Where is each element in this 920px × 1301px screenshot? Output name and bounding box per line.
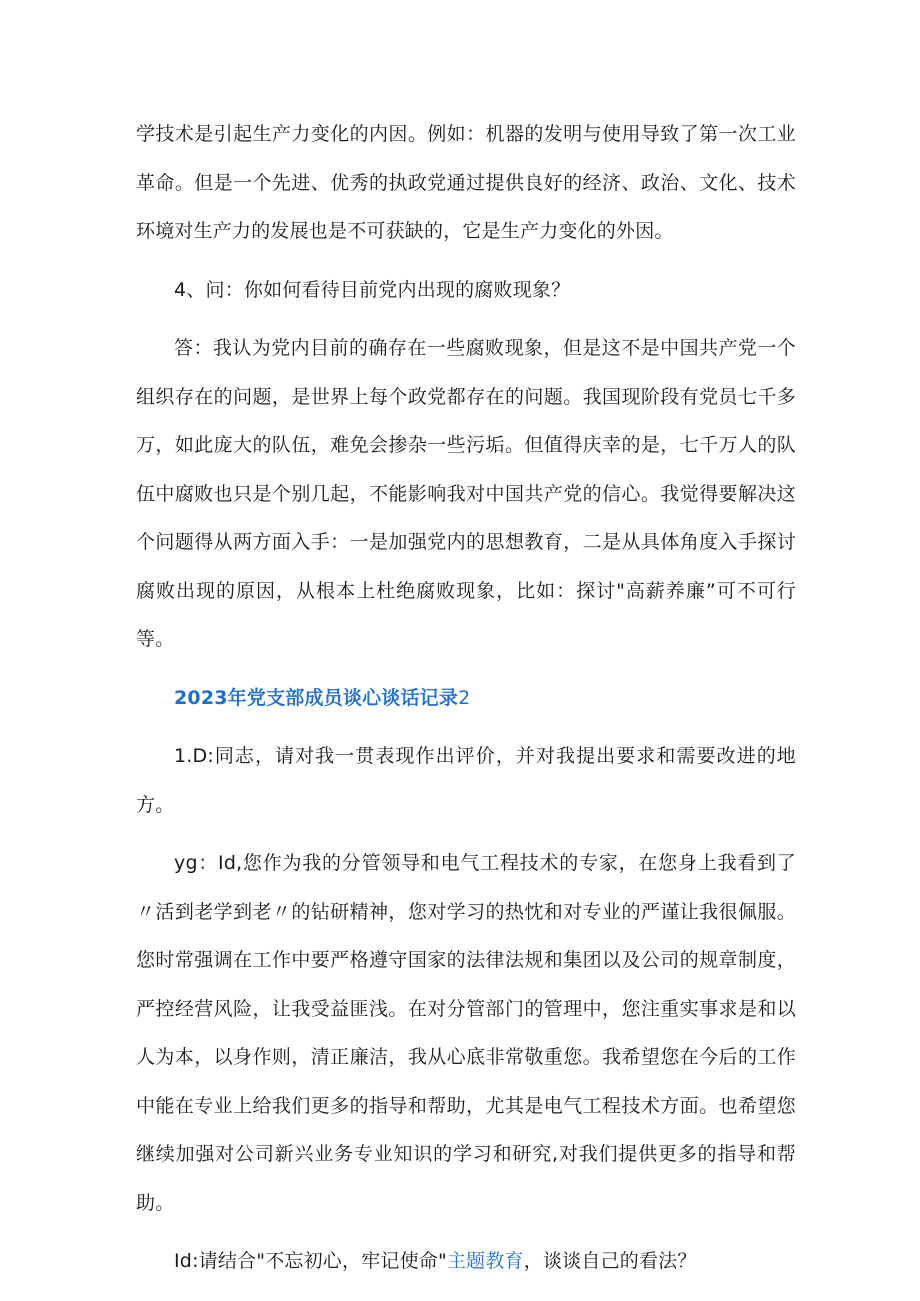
dialogue-question-2 (136, 1237, 796, 1286)
dialogue-question-1: 1.D:同志，请对我一贯表现作出评价，并对我提出要求和需要改进的地方。 (136, 745, 796, 816)
section-heading (136, 674, 796, 723)
section-heading-title: 2023年党支部成员谈心谈话记录 (174, 686, 459, 709)
dialogue-answer-1: yg：Id,您作为我的分管领导和电气工程技术的专家，在您身上我看到了〃活到老学到老〃的钻研精神，您对学习的热忱和对专业的严谨让我很佩服。您时常强调在工作中要严格遵守国家的法律法规和集团以及公司的规章制度，严控经营风险，让我受益匪浅。在对分管部门的管理中，您注重实事求是和以人为本，以身作则，清正廉洁，我从心底非常敬重您。我希望您在今后的工作中能在专业上给我们更多的指导和帮助，尤其是电气工程技术方面。也希望您继续加强对公司新兴业务专业知识的学习和研究,对我们提供更多的指导和帮助。 (136, 852, 796, 1214)
question-4: 4、问：你如何看待目前党内出现的腐败现象？ (174, 278, 571, 301)
document-page (136, 110, 796, 1286)
paragraph-productivity: 学技术是引起生产力变化的内因。例如：机器的发明与使用导致了第一次工业革命。但是一个先进、优秀的执政党通过提供良好的经济、政治、文化、技术环境对生产力的发展也是不可获缺的，它是生产力变化的外因。 (136, 123, 796, 242)
theme-education-link[interactable]: 主题教育 (446, 1250, 524, 1272)
answer-4: 答：我认为党内目前的确存在一些腐败现象，但是这不是中国共产党一个组织存在的问题，是世界上每个政党都存在的问题。我国现阶段有党员七千多万，如此庞大的队伍，难免会掺杂一些污垢。但值得庆幸的是，七千万人的队伍中腐败也只是个别几起，不能影响我对中国共产党的信心。我觉得要解决这个问题得从两方面入手：一是加强党内的思想教育，二是从具体角度入手探讨腐败出现的原因，从根本上杜绝腐败现象，比如：探讨"高薪养廉”可不可行等。 (136, 337, 796, 650)
dialogue-question-2-prefix: Id:请结合"不忘初心，牢记使命" (174, 1250, 447, 1272)
dialogue-question-2-suffix: ，谈谈自己的看法？ (523, 1250, 697, 1272)
section-heading-number: 2 (458, 686, 471, 709)
